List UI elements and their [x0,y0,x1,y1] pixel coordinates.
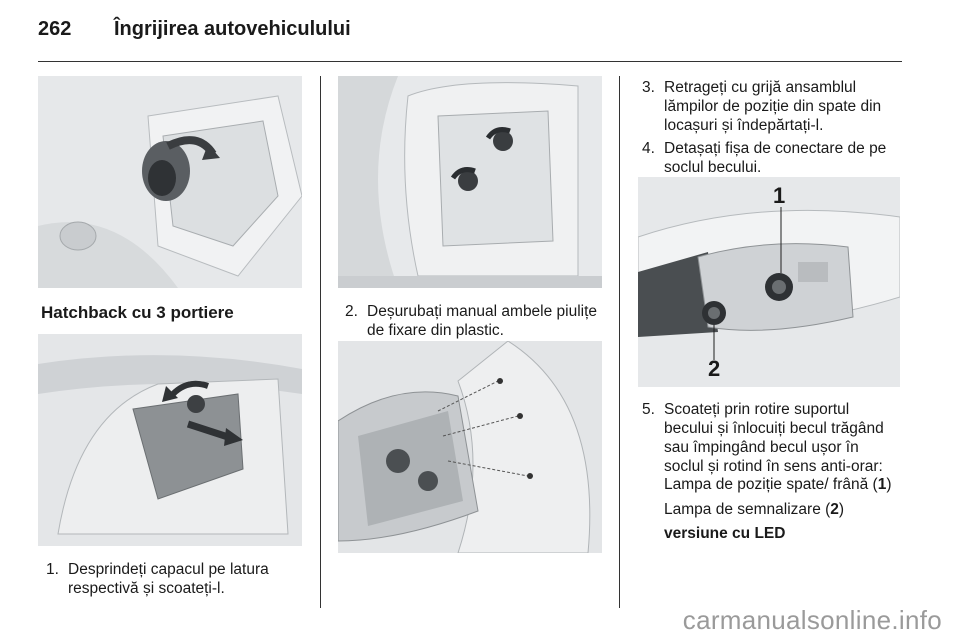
step-5 [642,400,902,480]
figure-label-2: 2 [708,356,721,381]
photo-plastic-nuts [338,76,602,288]
subheading-hatchback: Hatchback cu 3 portiere [41,303,234,322]
lamp-2-text: Lampa de semnalizare ( [664,501,831,518]
step-2-text-line1: Deșurubați manual ambele piulițe [367,303,598,320]
step-4 [642,139,902,179]
column-separator-1 [320,76,321,608]
page-title: Îngrijirea autovehiculului [114,18,351,40]
step-3-text-line1: Retrageți cu grijă ansamblul [664,79,857,96]
step-3-text-line2: lămpilor de poziție din spate din [664,98,882,115]
photo-lamp-removal [338,341,602,553]
step-4-number: 4. [642,140,655,157]
figure-label-1: 1 [773,183,786,208]
lamp-1-number: 1 [877,476,887,493]
step-5-number: 5. [642,401,655,418]
lamp-2-line [664,500,844,519]
step-3 [642,78,902,138]
led-version-heading: versiune cu LED [664,525,786,542]
step-1 [46,560,308,600]
lamp-1-line [664,475,891,494]
step-5-text-line1: Scoateți prin rotire suportul [664,401,850,418]
step-1-text-line1: Desprindeți capacul pe latura [68,561,269,578]
step-4-text-line2: soclul becului. [664,159,762,176]
step-4-text-line1: Detașați fișa de conectare de pe [664,140,887,157]
step-5-text-line4: soclul și rotind în sens anti-orar: [664,458,883,475]
column-separator-2 [619,76,620,608]
step-2-number: 2. [345,303,358,320]
lamp-1-close: ) [886,476,892,493]
step-5-text-line2: becului și înlocuiți becul trăgând [664,420,884,437]
watermark: carmanualsonline.info [682,605,942,635]
step-2-text-line2: de fixare din plastic. [367,322,504,339]
step-3-text-line3: locașuri și îndepărtați-l. [664,117,824,134]
lamp-2-close: ) [838,501,845,518]
page-number: 262 [38,18,72,40]
step-2 [345,302,607,342]
header-rule [38,61,902,62]
step-5-text-line3: sau împingând becul ușor în [664,439,859,456]
photo-side-cover [38,334,302,546]
step-3-number: 3. [642,79,655,96]
photo-bulb-holders [638,177,900,387]
lamp-1-text: Lampa de poziție spate/ frână ( [664,476,878,493]
step-1-number: 1. [46,561,59,578]
step-1-text-line2: respectivă și scoateți-l. [68,580,225,597]
photo-rear-cover-open [38,76,302,288]
lamp-2-number: 2 [830,501,839,518]
